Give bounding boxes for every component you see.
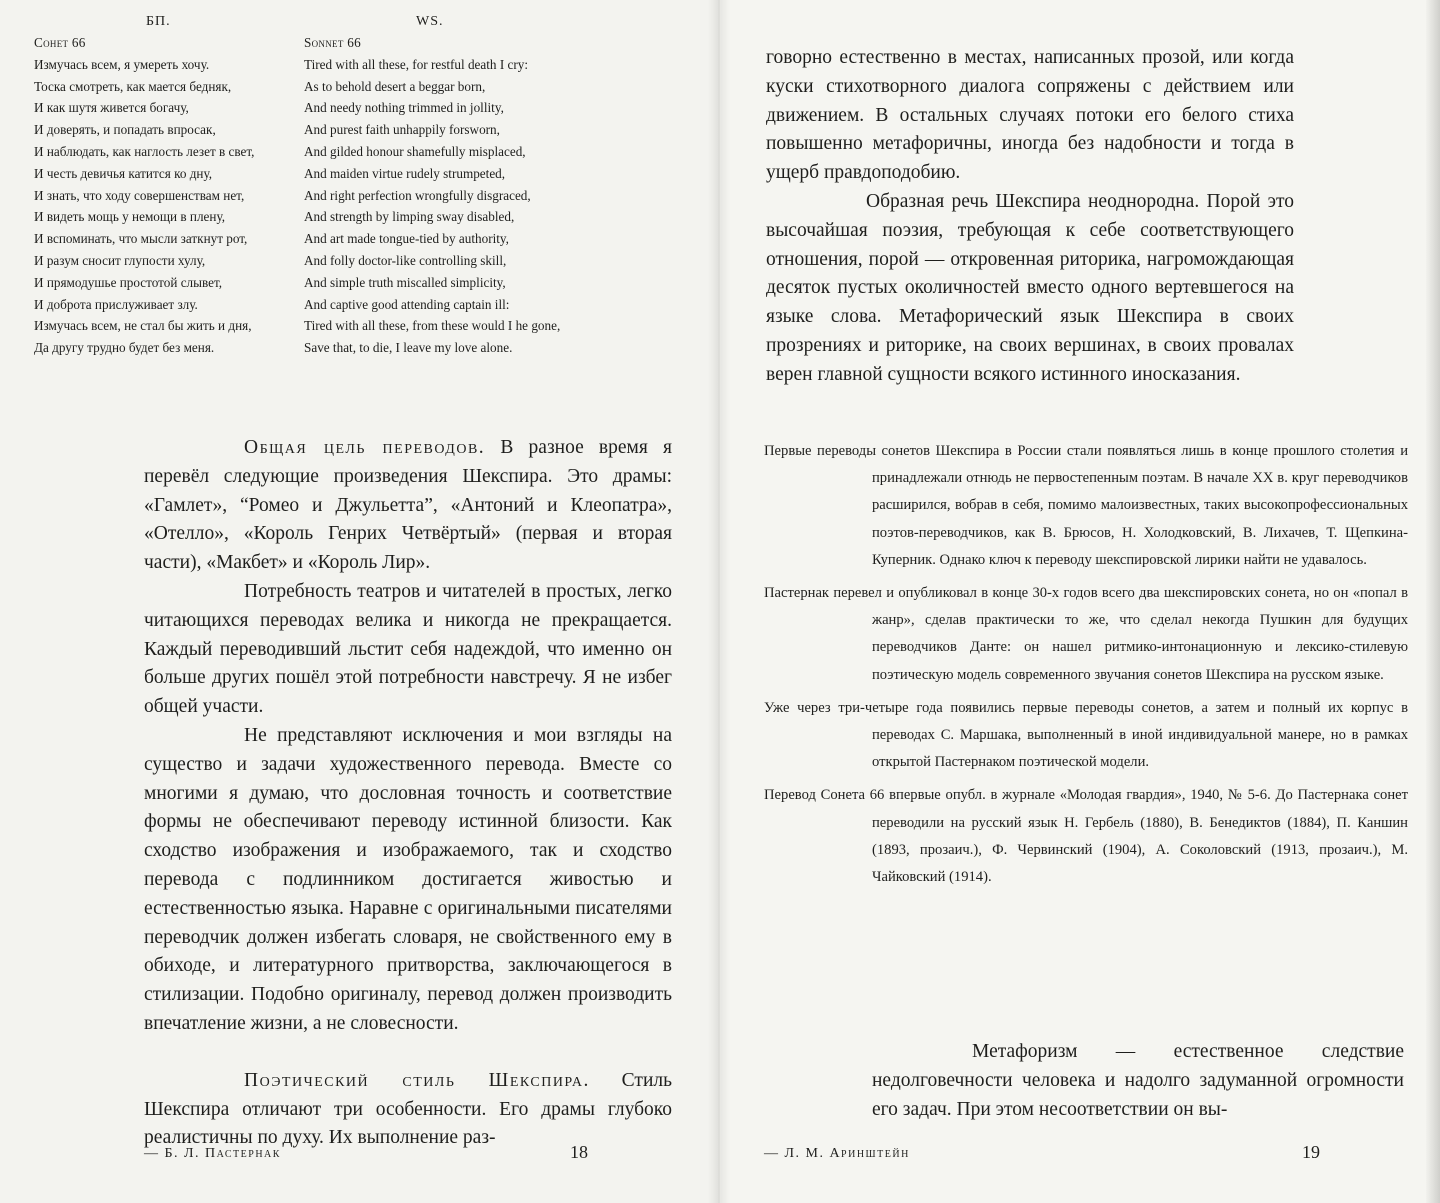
paragraph: говорно естественно в местах, написанных прозой, или когда куски стихотворного диалога сопряжены с действием или движением. В остальных случаях потоки его белого стиха повышенно метафоричны, иногда без надобности и тогда в ущерб правдоподобию. xyxy=(766,47,1294,184)
left-footer-author: — Б. Л. Пастернак xyxy=(144,1146,281,1161)
note: Перевод Сонета 66 впервые опубл. в журнале «Молодая гвардия», 1940, № 5-6. До Пастернака сонет переводили на русский язык Н. Гербель (1880), В. Бенедиктов (1884), П. Каншин (1893, прозаич.), Ф. Червинский (1904), А. Соколовский (1913, прозаич.), М. Чайковский (1914). xyxy=(764,787,1408,886)
poem-line: And gilded honour shamefully misplaced, xyxy=(304,143,526,159)
right-footer-author: — Л. М. Аринштейн xyxy=(764,1146,910,1161)
section-rubric: Общая цель переводов. xyxy=(244,437,486,458)
note: Пастернак перевел и опубликовал в конце 30-х годов всего два шекспировских сонета, но он «попал в жанр», сделав практически то же, что сделал некогда Пушкин для будущих переводчиков Данте: он нашел ритмико-интонационную и лексико-стилевую поэтическую модель современного звучания сонетов Шекспира на русском языке. xyxy=(764,585,1408,683)
poem-line: Save that, to die, I leave my love alone. xyxy=(304,340,513,356)
right-closing-prose xyxy=(872,1038,1404,1124)
poem-line: И как шутя живется богачу, xyxy=(34,100,189,116)
poem-line: И прямодушье простотой слывет, xyxy=(34,274,223,290)
poem-line: And captive good attending captain ill: xyxy=(304,296,510,312)
right-page-number: 19 xyxy=(1302,1142,1320,1162)
note: Уже через три-четыре года появились первые переводы сонетов, а затем и полный их корпус в переводах С. Маршака, выполненный в иной индивидуальной манере, но в рамках открытой Пастернаком поэтической модели. xyxy=(764,699,1408,771)
poem-line: And maiden virtue rudely strumpeted, xyxy=(304,165,506,181)
poem-line: Тоска смотреть, как мается бедняк, xyxy=(34,78,232,94)
paragraph-text: В разное время я перевёл следующие произведения Шекспира. Это драмы: «Гамлет», “Ромео и Джульетта”, «Антоний и Клеопатра», «Отелло», «Король Генрих Четвёртый» (первая и вторая части), «Макбет» и «Король Лир». xyxy=(144,437,672,574)
poem-line: As to behold desert a beggar born, xyxy=(304,78,486,94)
poem-line: И доброта прислуживает злу. xyxy=(34,296,198,312)
poem-line: И честь девичья катится ко дну, xyxy=(34,165,213,181)
poem-line: Измучась всем, я умереть хочу. xyxy=(34,56,210,72)
poem-line: And simple truth miscalled simplicity, xyxy=(304,274,506,290)
book-gutter xyxy=(708,0,730,1203)
paragraph: Метафоризм — естественное следствие недолговечности человека и надолго задуманной огромности его задач. При этом несоответствии он вы- xyxy=(872,1041,1404,1120)
poem-line: Tired with all these, for restful death I cry: xyxy=(304,56,529,72)
poem-english xyxy=(304,32,560,359)
commentary-notes xyxy=(764,438,1408,897)
paragraph-text: Стиль Шекспира отличают три особенности. Его драмы глубоко реалистичны по духу. Их выполнение раз- xyxy=(144,1069,673,1149)
poem-line: И видеть мощь у немощи в плену, xyxy=(34,209,226,225)
note: Первые переводы сонетов Шекспира в России стали появляться лишь в конце прошлого столетия и принадлежали отнюдь не первостепенным поэтам. В начале XX в. круг переводчиков расширился, вобрав в себя, помимо малоизвестных, таких высокопрофессиональных поэтов-переводчиков, как В. Брюсов, Н. Холодковский, В. Лихачев, Т. Щепкина-Куперник. Однако ключ к переводу шекспировской лирики найти не удавалось. xyxy=(764,443,1408,568)
left-page-number: 18 xyxy=(570,1142,588,1162)
poem-line: И вспоминать, что мысли заткнут рот, xyxy=(34,231,248,247)
paragraph xyxy=(144,1067,672,1153)
poem-line: И доверять, и попадать впросак, xyxy=(34,122,216,138)
section-rubric: Поэтический стиль Шекспира. xyxy=(244,1069,590,1091)
poem-line: Да другу трудно будет без меня. xyxy=(34,340,215,356)
poem-line: Измучась всем, не стал бы жить и дня, xyxy=(34,318,252,334)
english-column-head: WS. xyxy=(416,14,444,29)
poem-line: And art made tongue-tied by authority, xyxy=(304,231,509,247)
poem-line: And right perfection wrongfully disgraced, xyxy=(304,187,531,203)
poem-line: И разум сносит глупости хулу, xyxy=(34,252,206,268)
poem-line: И знать, что ходу совершенствам нет, xyxy=(34,187,245,203)
left-page xyxy=(0,0,718,1203)
poem-line: And strength by limping sway disabled, xyxy=(304,209,515,225)
poem-russian-title: Сонет 66 xyxy=(34,35,86,50)
paragraph xyxy=(144,434,672,578)
poem-line: И наблюдать, как наглость лезет в свет, xyxy=(34,143,255,159)
poem-line: And purest faith unhappily forsworn, xyxy=(304,122,500,138)
poem-line: And needy nothing trimmed in jollity, xyxy=(304,100,504,116)
right-prose xyxy=(766,44,1294,390)
poem-russian xyxy=(34,32,254,359)
russian-column-head: БП. xyxy=(146,14,171,29)
paragraph: Образная речь Шекспира неоднородна. Порой это высочайшая поэзия, требующая к себе соответствующего отношения, порой — откровенная риторика, нагромождающая десяток пустых околичностей вместо одного вертевшегося на языке слова. Метафорический язык Шекспира в своих прозрениях и риторике, на своих вершинах, в своих провалах верен главной сущности всякого истинного иносказания. xyxy=(766,190,1294,385)
left-prose xyxy=(144,434,672,1153)
paragraph: Не представляют исключения и мои взгляды на существо и задачи художественного перевода. Вместе со многими я думаю, что дословная точность и соответствие формы не обеспечивают переводу истинной близости. Как сходство изображения и изображаемого, так и сходство перевода с подлинником достигается живостью и естественностью языка. Наравне с оригинальными писателями переводчик должен избегать словаря, не свойственного ему в обиходе, и литературного притворства, заключающегося в стилизации. Подобно оригиналу, перевод должен производить впечатление жизни, а не словесности. xyxy=(144,724,672,1034)
poem-line: And folly doctor-like controlling skill, xyxy=(304,252,507,268)
poem-line: Tired with all these, from these would I he gone, xyxy=(304,318,561,334)
page-edge xyxy=(1426,0,1440,1203)
poem-english-title: Sonnet 66 xyxy=(304,35,362,50)
paragraph: Потребность театров и читателей в простых, легко читающихся переводах велика и никогда не прекращается. Каждый переводивший льстит себя надеждой, что именно он больше других пошёл этой потребности навстречу. Я не избег общей участи. xyxy=(144,580,672,718)
